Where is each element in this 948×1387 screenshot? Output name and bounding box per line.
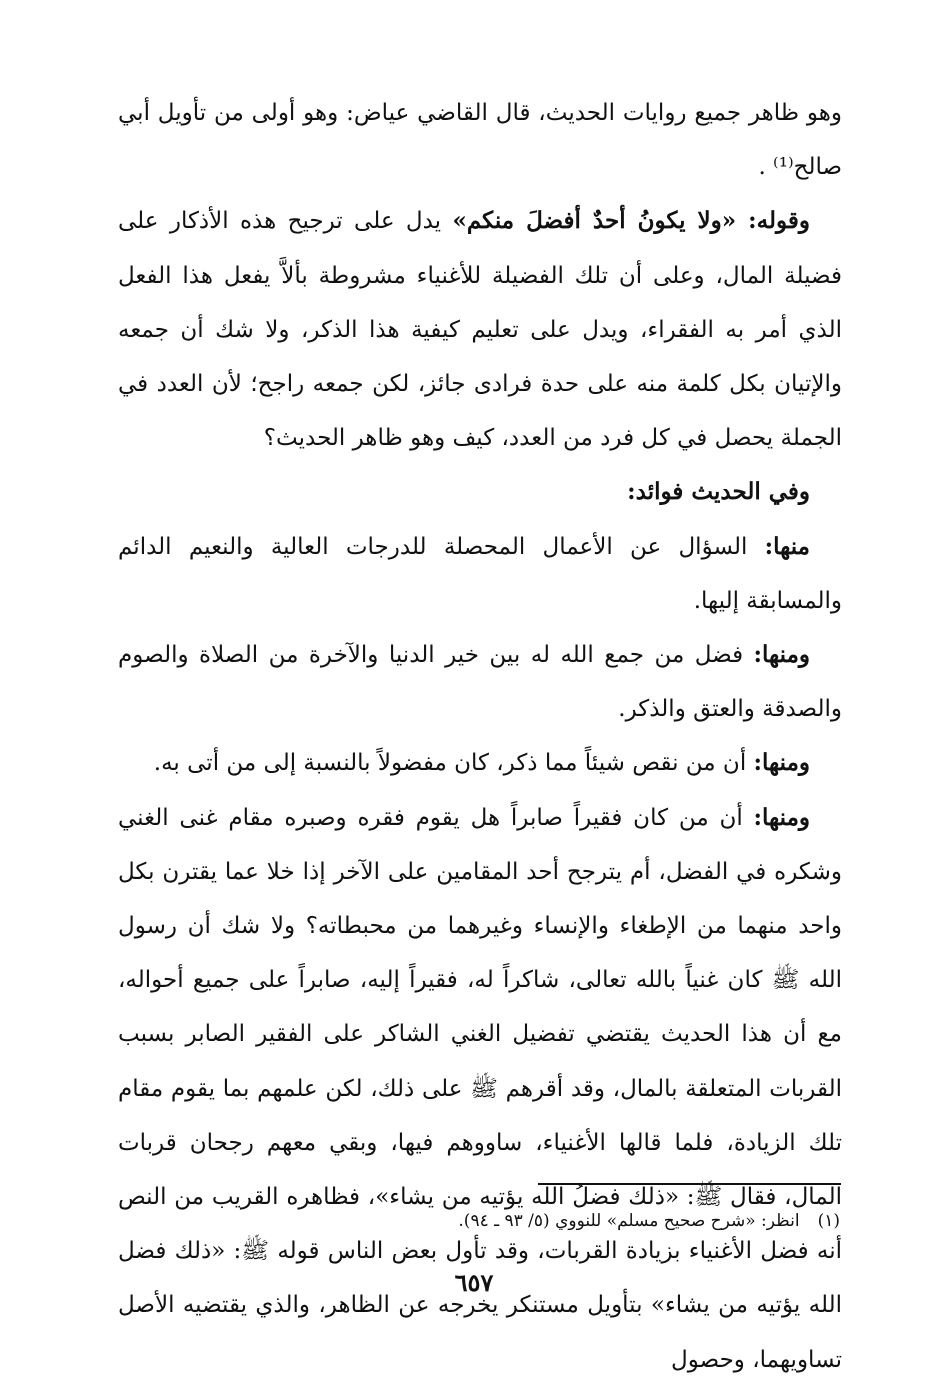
paragraph-4-lead: منها: <box>764 532 810 560</box>
paragraph-6-text: أن من نقص شيئاً مما ذكر، كان مفضولاً بالنسبة إلى من أتى به. <box>153 750 754 777</box>
paragraph-5-text: فضل من جمع الله له بين خير الدنيا والآخرة من الصلاة والصوم والصدقة والعتق والذكر. <box>118 642 842 723</box>
paragraph-7 <box>118 791 842 1387</box>
footnote-separator <box>538 1183 841 1185</box>
paragraph-3-heading <box>118 465 842 519</box>
main-text <box>118 86 842 1387</box>
paragraph-7-text: أن من كان فقيراً صابراً هل يقوم فقره وصبره مقام غنى الغني وشكره في الفضل، أم يترجح أحد المقامين على الآخر إذا خلا عما يقترن بكل واحد منهما من الإطغاء والإنساء وغيرهما من محبطاته؟ ولا شك أن رسول الله ﷺ كان غنياً بالله تعالى، شاكراً له، فقيراً إليه، صابراً على جميع أحواله، مع أن هذا الحديث يقتضي تفضيل الغني الشاكر على الفقير الصابر بسبب القربات المتعلقة بالمال، وقد أقرهم ﷺ على ذلك، لكن علمهم بما يقوم مقام تلك الزيادة، فلما قالها الأغنياء، ساووهم فيها، وبقي معهم رجحان قربات المال، فقال ﷺ: «ذلك فضلُ الله يؤتيه من يشاء»، فظاهره القريب من النص أنه فضل الأغنياء بزيادة القربات، وقد تأول بعض الناس قوله ﷺ: «ذلك فضل الله يؤتيه من يشاء» بتأويل مستنكر يخرجه عن الظاهر، والذي يقتضيه الأصل تساويهما، وحصول <box>118 804 842 1373</box>
paragraph-6-lead: ومنها: <box>753 749 810 777</box>
paragraph-7-lead: ومنها: <box>753 803 810 831</box>
paragraph-5 <box>118 628 842 736</box>
paragraph-1-text: وهو ظاهر جميع روايات الحديث، قال القاضي عياض: وهو أولى من تأويل أبي صالح⁽¹⁾ . <box>118 100 842 181</box>
paragraph-1 <box>118 86 842 194</box>
paragraph-2-text: يدل على ترجيح هذه الأذكار على فضيلة المال، وعلى أن تلك الفضيلة للأغنياء مشروطة بألاَّ يفعل هذا الفعل الذي أمر به الفقراء، ويدل على تعليم كيفية هذا الذكر، ولا شك أن جمعه والإتيان بكل كلمة منه على حدة فرادى جائز، لكن جمعه راجح؛ لأن العدد في الجملة يحصل في كل فرد من العدد، كيف وهو ظاهر الحديث؟ <box>118 208 842 452</box>
page-number: ٦٥٧ <box>454 1268 494 1297</box>
paragraph-2-lead: وقوله: «ولا يكونُ أحدٌ أفضلَ منكم» <box>452 207 810 235</box>
footnote <box>116 1204 840 1238</box>
paragraph-2 <box>118 194 842 465</box>
footnote-text: انظر: «شرح صحيح مسلم» للنووي (٥/ ٩٣ ـ ٩٤). <box>458 1211 800 1231</box>
paragraph-4-text: السؤال عن الأعمال المحصلة للدرجات العالية والنعيم الدائم والمسابقة إليها. <box>118 533 842 614</box>
section-heading: وفي الحديث فوائد: <box>627 478 810 506</box>
paragraph-6 <box>118 736 842 790</box>
footnote-number: (١) <box>817 1211 840 1231</box>
paragraph-4 <box>118 520 842 628</box>
paragraph-5-lead: ومنها: <box>753 641 810 669</box>
